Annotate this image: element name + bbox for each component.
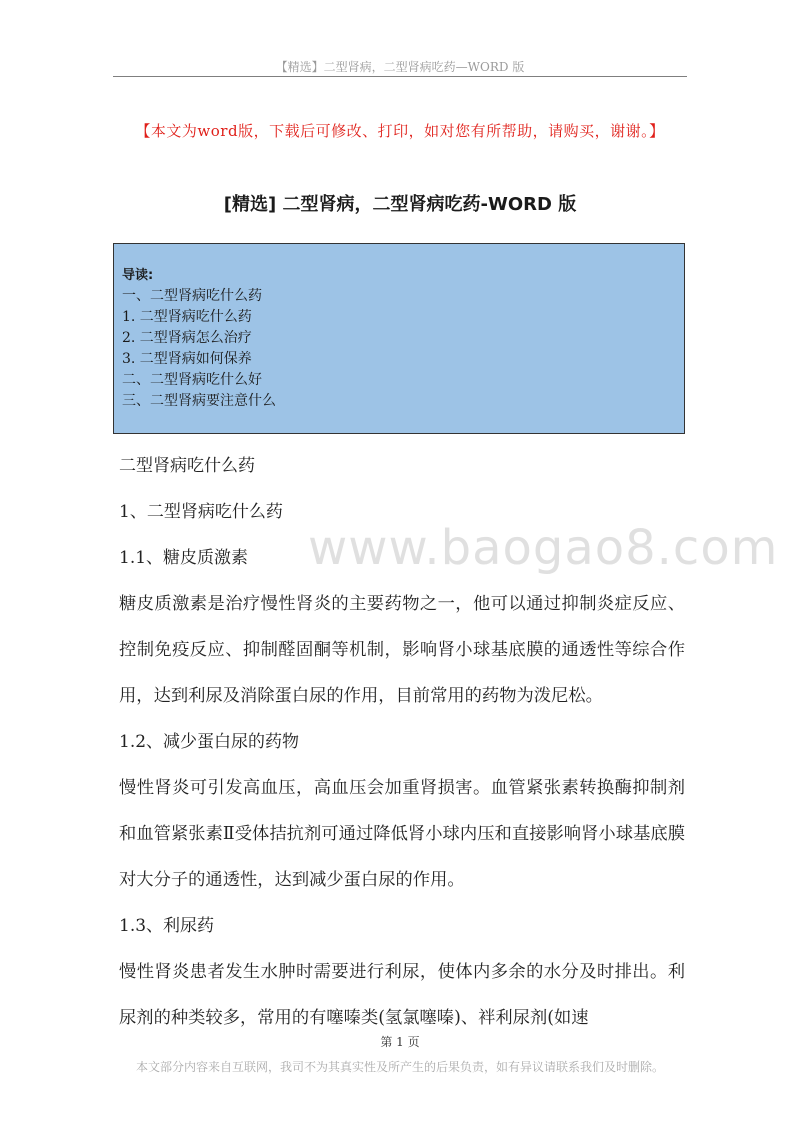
guide-item: 二、二型肾病吃什么好 [122,372,262,388]
guide-box [113,243,685,434]
running-header: 【精选】二型肾病，二型肾病吃药—WORD 版 [275,60,525,74]
watermark: www.baogao8.com [308,520,779,576]
guide-label: 导读: [122,268,154,283]
document-body [119,443,685,1041]
subsection-heading: 1.3、利尿药 [119,916,215,936]
footer-disclaimer: 本文部分内容来自互联网，我司不为其真实性及所产生的后果负责，如有异议请联系我们及时删除。 [135,1060,664,1074]
section-heading: 1、二型肾病吃什么药 [119,502,283,522]
subsection-heading: 1.2、减少蛋白尿的药物 [119,732,300,752]
paragraph: 糖皮质激素是治疗慢性肾炎的主要药物之一，他可以通过抑制炎症反应、控制免疫反应、抑制醛固酮等机制，影响肾小球基底膜的通透性等综合作用，达到利尿及消除蛋白尿的作用，目前常用的药物为泼尼松。 [119,594,685,706]
header-divider [113,76,687,77]
page-number: 第 1 页 [380,1035,420,1049]
document-title: [精选] 二型肾病，二型肾病吃药-WORD 版 [223,194,577,215]
purchase-notice: 【本文为word版，下载后可修改、打印，如对您有所帮助，请购买，谢谢。】 [135,122,665,140]
subsection-heading: 1.1、糖皮质激素 [119,548,249,568]
paragraph: 慢性肾炎可引发高血压，高血压会加重肾损害。血管紧张素转换酶抑制剂和血管紧张素Ⅱ受体拮抗剂可通过降低肾小球内压和直接影响肾小球基底膜对大分子的通透性，达到减少蛋白尿的作用。 [119,778,685,890]
guide-item: 一、二型肾病吃什么药 [122,288,262,304]
paragraph: 慢性肾炎患者发生水肿时需要进行利尿，使体内多余的水分及时排出。利尿剂的种类较多，常用的有噻嗪类(氢氯噻嗪)、袢利尿剂(如速 [119,962,685,1028]
guide-item: 2. 二型肾病怎么治疗 [122,330,252,346]
guide-item: 三、二型肾病要注意什么 [122,393,276,409]
section-heading: 二型肾病吃什么药 [119,456,255,476]
guide-item: 3. 二型肾病如何保养 [122,351,252,367]
guide-item: 1. 二型肾病吃什么药 [122,309,252,325]
